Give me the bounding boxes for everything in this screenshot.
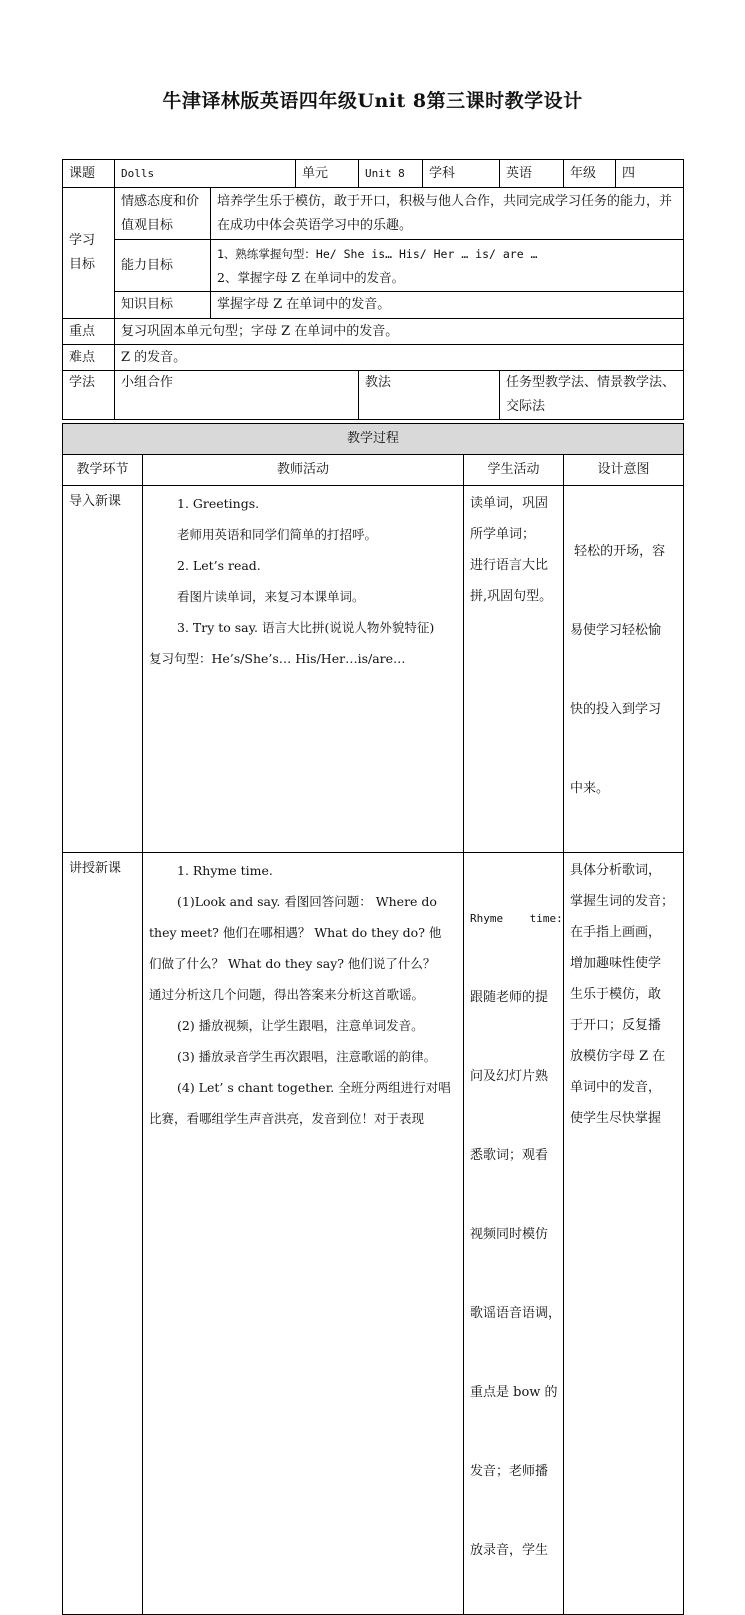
header-intent: 设计意图 bbox=[564, 455, 684, 486]
intro-design-intent bbox=[564, 486, 684, 853]
teach-student-line: 发音；老师播 bbox=[470, 1464, 549, 1479]
key-point-label: 重点 bbox=[63, 319, 115, 345]
teach-method-value: 任务型教学法、情景教学法、交际法 bbox=[500, 371, 684, 420]
teach-design-intent bbox=[564, 853, 684, 1615]
teach-student-line: 歌谣语音语调， bbox=[470, 1306, 562, 1321]
teach-teacher-line: 比赛，看哪组学生声音洪亮，发音到位！对于表现 bbox=[149, 1111, 425, 1126]
grade-label: 年级 bbox=[564, 160, 616, 188]
goals-label-line1: 学习 bbox=[69, 233, 96, 248]
intro-teacher-activity bbox=[143, 486, 464, 853]
teach-intent-line: 生乐于模仿，敢 bbox=[570, 987, 662, 1002]
teach-stage: 讲授新课 bbox=[63, 853, 143, 1615]
intro-teacher-line: 老师用英语和同学们简单的打招呼。 bbox=[177, 527, 378, 542]
goals-label bbox=[63, 188, 115, 319]
goals-label-line2: 目标 bbox=[69, 257, 96, 272]
teach-student-line: 跟随老师的提 bbox=[470, 990, 549, 1005]
key-point-text: 复习巩固本单元句型；字母 Z 在单词中的发音。 bbox=[115, 319, 684, 345]
process-table bbox=[62, 423, 684, 1615]
teach-intent-line: 在手指上画画， bbox=[570, 925, 662, 940]
teach-student-line: 放录音，学生 bbox=[470, 1543, 549, 1558]
teach-intent-line: 单词中的发音， bbox=[570, 1080, 662, 1095]
header-stage: 教学环节 bbox=[63, 455, 143, 486]
intro-teacher-line: 看图片读单词，来复习本课单词。 bbox=[177, 589, 365, 604]
teach-intent-line: 于开口；反复播 bbox=[570, 1018, 662, 1033]
teach-teacher-line: (3) 播放录音学生再次跟唱，注意歌谣的韵律。 bbox=[177, 1049, 437, 1064]
intro-student-line: 进行语言大比 bbox=[470, 558, 549, 573]
teach-student-line: 视频同时模仿 bbox=[470, 1227, 549, 1242]
subject-value: 英语 bbox=[500, 160, 564, 188]
teach-teacher-activity bbox=[143, 853, 464, 1615]
emotion-goal-label: 情感态度和价值观目标 bbox=[115, 188, 211, 240]
page-title: 牛津译林版英语四年级Unit 8第三课时教学设计 bbox=[162, 90, 583, 112]
intro-teacher-line: 复习句型：He’s/She’s… His/Her…is/are… bbox=[149, 651, 406, 666]
knowledge-goal-label: 知识目标 bbox=[115, 292, 211, 319]
ability-line-1: 1、熟练掌握句型：He/ She is… His/ Her … is/ are … bbox=[217, 246, 538, 261]
difficult-point-text: Z 的发音。 bbox=[115, 345, 684, 371]
subject-label: 学科 bbox=[423, 160, 500, 188]
teach-teacher-line: 1. Rhyme time. bbox=[177, 863, 273, 878]
intro-intent-line: 易使学习轻松愉 bbox=[570, 623, 662, 638]
course-value: Dolls bbox=[115, 160, 296, 188]
teach-student-line: Rhyme time: bbox=[470, 912, 563, 925]
teach-teacher-line: they meet? 他们在哪相遇？ What do they do? 他 bbox=[149, 925, 442, 940]
grade-value: 四 bbox=[616, 160, 684, 188]
teach-student-activity bbox=[464, 853, 564, 1615]
teach-method-label: 教法 bbox=[359, 371, 500, 420]
teach-teacher-line: (1)Look and say. 看图回答问题： Where do bbox=[177, 894, 437, 909]
unit-label: 单元 bbox=[296, 160, 359, 188]
intro-student-line: 拼,巩固句型。 bbox=[470, 589, 553, 604]
course-label: 课题 bbox=[63, 160, 115, 188]
intro-student-line: 所学单词； bbox=[470, 527, 536, 542]
teach-student-line: 问及幻灯片熟 bbox=[470, 1069, 549, 1084]
teach-teacher-line: 们做了什么？ What do they say? 他们说了什么？ bbox=[149, 956, 436, 971]
intro-teacher-line: 2. Let’s read. bbox=[177, 558, 261, 573]
header-teacher: 教师活动 bbox=[143, 455, 464, 486]
ability-line-2: 2、掌握字母 Z 在单词中的发音。 bbox=[217, 269, 405, 285]
teach-intent-line: 具体分析歌词， bbox=[570, 863, 662, 878]
study-method-label: 学法 bbox=[63, 371, 115, 420]
intro-intent-line: 中来。 bbox=[570, 781, 610, 796]
intro-intent-line: 快的投入到学习 bbox=[570, 702, 662, 717]
intro-teacher-line: 1. Greetings. bbox=[177, 496, 260, 511]
intro-intent-line: 轻松的开场，容 bbox=[570, 544, 666, 559]
study-method-value: 小组合作 bbox=[115, 371, 359, 420]
teach-intent-line: 掌握生词的发音； bbox=[570, 894, 675, 909]
ability-goal-label: 能力目标 bbox=[115, 240, 211, 292]
knowledge-goal-text: 掌握字母 Z 在单词中的发音。 bbox=[211, 292, 684, 319]
header-student: 学生活动 bbox=[464, 455, 564, 486]
difficult-point-label: 难点 bbox=[63, 345, 115, 371]
teach-teacher-line: (2) 播放视频，让学生跟唱，注意单词发音。 bbox=[177, 1018, 424, 1033]
intro-student-activity bbox=[464, 486, 564, 853]
ability-goal-text bbox=[211, 240, 684, 292]
info-table bbox=[62, 159, 684, 420]
intro-student-line: 读单词，巩固 bbox=[470, 496, 549, 511]
teach-student-line: 重点是 bow 的 bbox=[470, 1385, 558, 1400]
teach-student-line: 悉歌词；观看 bbox=[470, 1148, 549, 1163]
teach-teacher-line: (4) Let’ s chant together. 全班分两组进行对唱 bbox=[177, 1080, 451, 1095]
process-title: 教学过程 bbox=[63, 424, 684, 455]
intro-teacher-line: 3. Try to say. 语言大比拼(说说人物外貌特征) bbox=[177, 620, 435, 635]
emotion-goal-text: 培养学生乐于模仿，敢于开口，积极与他人合作，共同完成学习任务的能力，并在成功中体会英语学习中的乐趣。 bbox=[211, 188, 684, 240]
teach-intent-line: 使学生尽快掌握 bbox=[570, 1111, 662, 1126]
teach-intent-line: 放模仿字母 Z 在 bbox=[570, 1049, 666, 1064]
unit-value: Unit 8 bbox=[359, 160, 423, 188]
teach-teacher-line: 通过分析这几个问题，得出答案来分析这首歌谣。 bbox=[149, 987, 425, 1002]
intro-stage: 导入新课 bbox=[63, 486, 143, 853]
teach-intent-line: 增加趣味性使学 bbox=[570, 956, 662, 971]
